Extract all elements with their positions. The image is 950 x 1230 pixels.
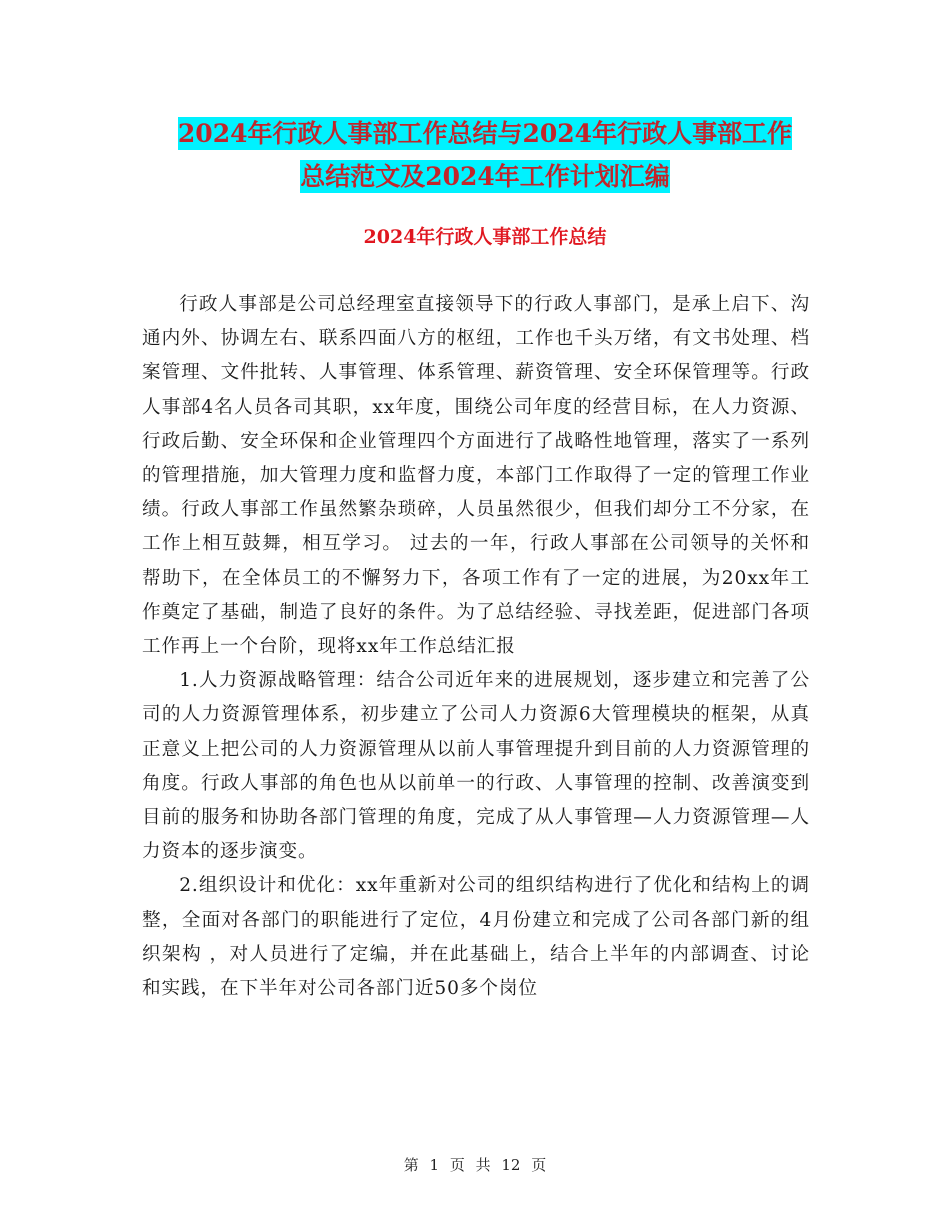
document-title <box>140 112 830 198</box>
paragraph-hr-strategy: 1.人力资源战略管理：结合公司近年来的进展规划，逐步建立和完善了公司的人力资源管理体系，初步建立了公司人力资源6大管理模块的框架，从真正意义上把公司的人力资源管理从以前人事管理提升到目前的人力资源管理的角度。行政人事部的角色也从以前单一的行政、人事管理的控制、改善演变到目前的服务和协助各部门管理的角度，完成了从人事管理—人力资源管理—人力资本的逐步演变。 <box>142 670 810 863</box>
page-footer: 第 1 页 共 12 页 <box>403 1156 547 1174</box>
paragraph-org-design: 2.组织设计和优化：xx年重新对公司的组织结构进行了优化和结构上的调整，全面对各部门的职能进行了定位，4月份建立和完成了公司各部门新的组织架构 ，对人员进行了定编，并在此基础上，结合上半年的内部调查、讨论和实践，在下半年对公司各部门近50多个岗位 <box>142 875 810 1000</box>
section-title: 2024年行政人事部工作总结 <box>363 226 607 248</box>
document-title-line1: 2024年行政人事部工作总结与2024年行政人事部工作 <box>177 119 793 148</box>
paragraph-intro: 行政人事部是公司总经理室直接领导下的行政人事部门，是承上启下、沟通内外、协调左右、联系四面八方的枢纽，工作也千头万绪，有文书处理、档案管理、文件批转、人事管理、体系管理、薪资管理、安全环保管理等。行政人事部4名人员各司其职，xx年度，围绕公司年度的经营目标，在人力资源、行政后勤、安全环保和企业管理四个方面进行了战略性地管理，落实了一系列的管理措施，加大管理力度和监督力度，本部门工作取得了一定的管理工作业绩。行政人事部工作虽然繁杂琐碎，人员虽然很少，但我们却分工不分家，在工作上相互鼓舞，相互学习。 过去的一年，行政人事部在公司领导的关怀和帮助下，在全体员工的不懈努力下，各项工作有了一定的进展，为20xx年工作奠定了基础，制造了良好的条件。为了总结经验、寻找差距，促进部门各项工作再上一个台阶，现将xx年工作总结汇报 <box>142 294 810 658</box>
document-body <box>142 288 810 1006</box>
document-title-line2: 总结范文及2024年工作计划汇编 <box>300 162 670 191</box>
